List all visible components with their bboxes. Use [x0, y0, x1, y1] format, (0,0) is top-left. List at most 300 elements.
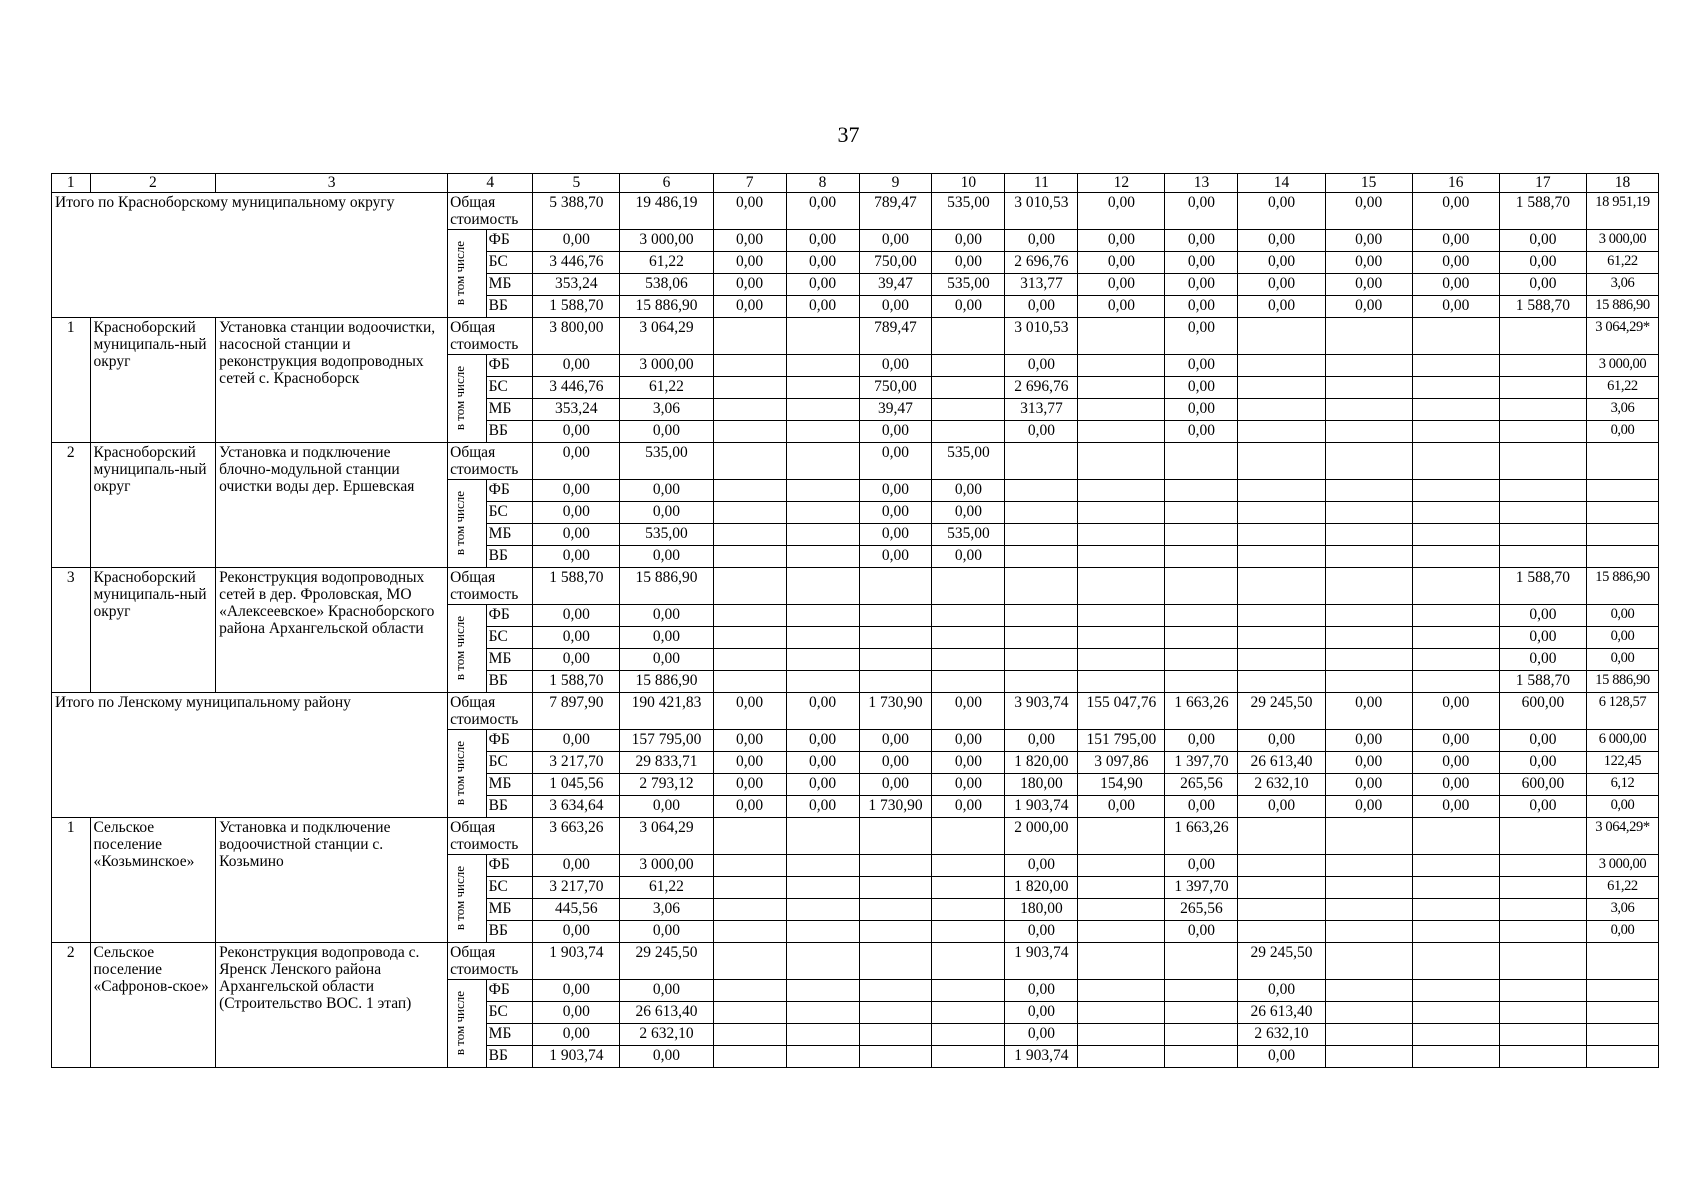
value-cell: 0,00	[533, 627, 620, 649]
value-cell	[1325, 399, 1412, 421]
in-total-text: в том числе	[451, 616, 467, 681]
value-cell: 61,22	[1586, 877, 1658, 899]
value-cell	[1078, 421, 1165, 443]
value-cell	[786, 605, 859, 627]
value-cell: 61,22	[1586, 252, 1658, 274]
value-cell	[786, 568, 859, 605]
value-cell: 0,00	[1412, 252, 1499, 274]
value-cell: 0,00	[1165, 377, 1238, 399]
value-cell	[713, 855, 786, 877]
value-cell: 0,00	[533, 230, 620, 252]
value-cell: 789,47	[859, 318, 932, 355]
value-cell: 600,00	[1499, 693, 1586, 730]
value-cell	[1325, 318, 1412, 355]
value-cell	[713, 546, 786, 568]
value-cell	[932, 1002, 1005, 1024]
value-cell	[1499, 546, 1586, 568]
value-cell: 0,00	[932, 774, 1005, 796]
value-cell: 0,00	[1499, 649, 1586, 671]
value-cell: 15 886,90	[620, 671, 713, 693]
value-cell	[1499, 524, 1586, 546]
value-cell: 0,00	[1165, 274, 1238, 296]
value-cell	[1238, 568, 1325, 605]
value-cell: 1 903,74	[1005, 943, 1078, 980]
value-cell	[932, 568, 1005, 605]
value-cell	[1165, 1024, 1238, 1046]
value-cell	[1412, 627, 1499, 649]
value-cell	[859, 1046, 932, 1068]
value-cell: 0,00	[533, 502, 620, 524]
value-cell: 15 886,90	[620, 296, 713, 318]
value-cell: 0,00	[533, 480, 620, 502]
project-number: 3	[52, 568, 91, 693]
column-header-16: 16	[1412, 174, 1499, 193]
value-cell: 3,06	[620, 399, 713, 421]
value-cell	[1325, 480, 1412, 502]
value-cell	[1005, 524, 1078, 546]
value-cell: 190 421,83	[620, 693, 713, 730]
value-cell	[1412, 355, 1499, 377]
value-cell: 0,00	[1165, 730, 1238, 752]
value-cell	[713, 943, 786, 980]
value-cell: 1 903,74	[1005, 1046, 1078, 1068]
value-cell: 39,47	[859, 399, 932, 421]
project-name: Установка и подключение водоочистной станции с. Козьмино	[216, 818, 448, 943]
value-cell: 1 663,26	[1165, 693, 1238, 730]
value-cell: 0,00	[1005, 921, 1078, 943]
value-cell	[713, 818, 786, 855]
value-cell: 0,00	[859, 502, 932, 524]
value-cell	[786, 421, 859, 443]
funding-source: БС	[486, 377, 533, 399]
value-cell: 265,56	[1165, 774, 1238, 796]
funding-source: ВБ	[486, 1046, 533, 1068]
value-cell	[713, 1024, 786, 1046]
value-cell	[1005, 627, 1078, 649]
value-cell	[932, 399, 1005, 421]
value-cell: 3 800,00	[533, 318, 620, 355]
column-header-9: 9	[859, 174, 932, 193]
column-header-5: 5	[533, 174, 620, 193]
project-name: Установка и подключение блочно-модульной станции очистки воды дер. Ершевская	[216, 443, 448, 568]
funding-source: ВБ	[486, 546, 533, 568]
value-cell: 2 632,10	[1238, 1024, 1325, 1046]
value-cell: 0,00	[713, 774, 786, 796]
value-cell	[1078, 318, 1165, 355]
value-cell	[1078, 524, 1165, 546]
value-cell	[1412, 1024, 1499, 1046]
in-total-text: в том числе	[451, 991, 467, 1056]
value-cell	[1412, 943, 1499, 980]
value-cell	[1325, 818, 1412, 855]
project-number: 2	[52, 943, 91, 1068]
value-cell: 0,00	[1325, 752, 1412, 774]
value-cell: 29 245,50	[620, 943, 713, 980]
value-cell	[1238, 921, 1325, 943]
value-cell: 3 000,00	[620, 855, 713, 877]
value-cell: 1 588,70	[1499, 671, 1586, 693]
total-cost-label: Общая стоимость	[448, 568, 533, 605]
value-cell: 0,00	[1325, 193, 1412, 230]
value-cell	[1238, 355, 1325, 377]
value-cell: 0,00	[620, 605, 713, 627]
value-cell: 3 217,70	[533, 877, 620, 899]
column-header-15: 15	[1325, 174, 1412, 193]
value-cell	[859, 605, 932, 627]
total-cost-label: Общая стоимость	[448, 943, 533, 980]
value-cell: 0,00	[1165, 296, 1238, 318]
value-cell: 3 064,29*	[1586, 318, 1658, 355]
table-header	[52, 174, 1659, 193]
value-cell	[859, 899, 932, 921]
project-organization: Красноборский муниципаль-ный округ	[90, 568, 216, 693]
group-total-label: Итого по Красноборскому муниципальному округу	[52, 193, 448, 318]
value-cell	[1325, 502, 1412, 524]
value-cell	[1586, 1046, 1658, 1068]
funding-source: МБ	[486, 399, 533, 421]
value-cell	[859, 877, 932, 899]
value-cell	[713, 377, 786, 399]
value-cell: 0,00	[932, 546, 1005, 568]
value-cell: 0,00	[1005, 730, 1078, 752]
group-total-label: Итого по Ленскому муниципальному району	[52, 693, 448, 818]
column-header-7: 7	[713, 174, 786, 193]
value-cell: 0,00	[713, 296, 786, 318]
value-cell: 0,00	[1499, 230, 1586, 252]
value-cell	[1412, 568, 1499, 605]
column-header-13: 13	[1165, 174, 1238, 193]
value-cell	[713, 399, 786, 421]
value-cell: 29 245,50	[1238, 943, 1325, 980]
value-cell: 0,00	[533, 921, 620, 943]
value-cell: 1 820,00	[1005, 877, 1078, 899]
value-cell: 0,00	[859, 296, 932, 318]
value-cell	[1078, 921, 1165, 943]
value-cell	[932, 318, 1005, 355]
value-cell: 0,00	[713, 796, 786, 818]
value-cell: 0,00	[1005, 1002, 1078, 1024]
value-cell	[1325, 943, 1412, 980]
value-cell: 0,00	[533, 605, 620, 627]
value-cell: 0,00	[786, 252, 859, 274]
value-cell: 0,00	[1412, 730, 1499, 752]
value-cell: 0,00	[1165, 193, 1238, 230]
value-cell: 2 696,76	[1005, 377, 1078, 399]
value-cell	[1078, 502, 1165, 524]
project-row	[52, 818, 1659, 855]
value-cell: 3 064,29*	[1586, 818, 1658, 855]
funding-source: БС	[486, 627, 533, 649]
value-cell: 0,00	[859, 443, 932, 480]
value-cell: 0,00	[1238, 193, 1325, 230]
value-cell	[786, 627, 859, 649]
value-cell	[1165, 605, 1238, 627]
value-cell	[1325, 443, 1412, 480]
value-cell: 61,22	[620, 377, 713, 399]
project-name: Установка станции водоочистки, насосной станции и реконструкция водопроводных сетей с. Красноборск	[216, 318, 448, 443]
value-cell: 3 000,00	[1586, 230, 1658, 252]
value-cell	[713, 605, 786, 627]
column-header-3: 3	[216, 174, 448, 193]
value-cell: 29 833,71	[620, 752, 713, 774]
value-cell	[713, 671, 786, 693]
value-cell	[713, 921, 786, 943]
value-cell	[1586, 524, 1658, 546]
value-cell: 1 588,70	[533, 296, 620, 318]
value-cell	[1238, 855, 1325, 877]
value-cell	[713, 524, 786, 546]
value-cell: 3 010,53	[1005, 318, 1078, 355]
value-cell	[1499, 980, 1586, 1002]
value-cell	[1165, 546, 1238, 568]
value-cell: 2 000,00	[1005, 818, 1078, 855]
value-cell: 29 245,50	[1238, 693, 1325, 730]
value-cell	[1412, 443, 1499, 480]
column-header-17: 17	[1499, 174, 1586, 193]
value-cell: 0,00	[859, 421, 932, 443]
value-cell	[932, 877, 1005, 899]
value-cell: 0,00	[1499, 627, 1586, 649]
value-cell: 0,00	[1499, 605, 1586, 627]
value-cell: 3 000,00	[620, 355, 713, 377]
value-cell	[1412, 546, 1499, 568]
value-cell	[1325, 855, 1412, 877]
funding-source: ФБ	[486, 855, 533, 877]
in-total-label	[448, 730, 487, 818]
value-cell	[713, 899, 786, 921]
funding-source: ФБ	[486, 730, 533, 752]
value-cell	[932, 627, 1005, 649]
value-cell	[1412, 377, 1499, 399]
value-cell	[1412, 671, 1499, 693]
value-cell: 0,00	[1325, 274, 1412, 296]
value-cell: 0,00	[1165, 921, 1238, 943]
value-cell: 535,00	[932, 193, 1005, 230]
funding-source: ВБ	[486, 671, 533, 693]
funding-source: БС	[486, 877, 533, 899]
value-cell	[1412, 921, 1499, 943]
value-cell: 2 793,12	[620, 774, 713, 796]
value-cell: 0,00	[1412, 693, 1499, 730]
value-cell: 3 097,86	[1078, 752, 1165, 774]
value-cell	[1586, 980, 1658, 1002]
value-cell: 0,00	[1005, 230, 1078, 252]
value-cell: 0,00	[1325, 693, 1412, 730]
value-cell	[1586, 502, 1658, 524]
value-cell	[713, 980, 786, 1002]
value-cell	[1078, 627, 1165, 649]
value-cell	[1325, 899, 1412, 921]
value-cell: 39,47	[859, 274, 932, 296]
value-cell	[1412, 980, 1499, 1002]
value-cell	[786, 377, 859, 399]
in-total-label	[448, 230, 487, 318]
value-cell: 18 951,19	[1586, 193, 1658, 230]
value-cell: 3 634,64	[533, 796, 620, 818]
value-cell	[1412, 899, 1499, 921]
value-cell	[1078, 943, 1165, 980]
project-organization: Красноборский муниципаль-ный округ	[90, 443, 216, 568]
value-cell	[713, 355, 786, 377]
value-cell: 0,00	[1238, 730, 1325, 752]
value-cell: 151 795,00	[1078, 730, 1165, 752]
funding-source: ФБ	[486, 480, 533, 502]
value-cell	[1238, 443, 1325, 480]
value-cell: 0,00	[1499, 752, 1586, 774]
value-cell	[1499, 355, 1586, 377]
value-cell: 0,00	[1325, 296, 1412, 318]
value-cell: 0,00	[1165, 230, 1238, 252]
value-cell: 0,00	[620, 546, 713, 568]
value-cell	[786, 877, 859, 899]
value-cell: 0,00	[1005, 855, 1078, 877]
value-cell: 1 903,74	[533, 1046, 620, 1068]
value-cell: 154,90	[1078, 774, 1165, 796]
value-cell: 0,00	[533, 421, 620, 443]
value-cell: 0,00	[713, 730, 786, 752]
value-cell	[1078, 980, 1165, 1002]
value-cell: 0,00	[713, 193, 786, 230]
in-total-label	[448, 980, 487, 1068]
value-cell	[932, 1046, 1005, 1068]
funding-source: ВБ	[486, 296, 533, 318]
value-cell: 0,00	[533, 546, 620, 568]
value-cell: 3 000,00	[620, 230, 713, 252]
value-cell	[1165, 980, 1238, 1002]
total-cost-label: Общая стоимость	[448, 693, 533, 730]
value-cell: 0,00	[1238, 796, 1325, 818]
value-cell	[1499, 502, 1586, 524]
value-cell: 26 613,40	[1238, 752, 1325, 774]
value-cell	[859, 649, 932, 671]
value-cell: 1 588,70	[1499, 296, 1586, 318]
value-cell	[1238, 502, 1325, 524]
funding-source: ФБ	[486, 605, 533, 627]
value-cell: 535,00	[620, 443, 713, 480]
value-cell: 0,00	[1412, 274, 1499, 296]
value-cell: 0,00	[786, 230, 859, 252]
value-cell: 3 000,00	[1586, 355, 1658, 377]
value-cell: 353,24	[533, 274, 620, 296]
value-cell	[1238, 377, 1325, 399]
header-row	[52, 174, 1659, 193]
value-cell: 0,00	[1165, 855, 1238, 877]
funding-source: МБ	[486, 1024, 533, 1046]
value-cell: 0,00	[1238, 274, 1325, 296]
value-cell	[1238, 899, 1325, 921]
value-cell	[932, 943, 1005, 980]
project-row	[52, 318, 1659, 355]
value-cell: 0,00	[1586, 421, 1658, 443]
funding-source: ФБ	[486, 980, 533, 1002]
value-cell: 0,00	[1499, 796, 1586, 818]
value-cell: 0,00	[1078, 274, 1165, 296]
value-cell	[1586, 546, 1658, 568]
value-cell	[786, 524, 859, 546]
value-cell: 0,00	[1325, 252, 1412, 274]
value-cell	[1078, 899, 1165, 921]
value-cell	[1412, 818, 1499, 855]
project-number: 1	[52, 818, 91, 943]
value-cell	[859, 921, 932, 943]
value-cell	[1078, 355, 1165, 377]
value-cell	[1586, 943, 1658, 980]
total-cost-label: Общая стоимость	[448, 193, 533, 230]
value-cell: 0,00	[1325, 230, 1412, 252]
value-cell: 0,00	[859, 524, 932, 546]
value-cell	[1165, 943, 1238, 980]
value-cell	[1499, 943, 1586, 980]
value-cell	[1238, 399, 1325, 421]
value-cell: 0,00	[533, 443, 620, 480]
value-cell	[713, 877, 786, 899]
value-cell: 0,00	[1165, 252, 1238, 274]
value-cell: 0,00	[1005, 980, 1078, 1002]
value-cell	[786, 1024, 859, 1046]
value-cell: 535,00	[932, 443, 1005, 480]
in-total-label	[448, 480, 487, 568]
value-cell: 180,00	[1005, 774, 1078, 796]
value-cell: 0,00	[932, 252, 1005, 274]
value-cell: 122,45	[1586, 752, 1658, 774]
value-cell: 0,00	[533, 649, 620, 671]
total-cost-label: Общая стоимость	[448, 318, 533, 355]
value-cell: 26 613,40	[620, 1002, 713, 1024]
value-cell: 0,00	[786, 774, 859, 796]
value-cell: 0,00	[786, 296, 859, 318]
value-cell: 3 217,70	[533, 752, 620, 774]
in-total-text: в том числе	[451, 866, 467, 931]
in-total-text: в том числе	[451, 241, 467, 306]
value-cell	[1005, 568, 1078, 605]
value-cell	[786, 855, 859, 877]
value-cell: 0,00	[533, 855, 620, 877]
value-cell: 0,00	[620, 627, 713, 649]
value-cell: 0,00	[1165, 796, 1238, 818]
value-cell	[1412, 318, 1499, 355]
funding-source: МБ	[486, 274, 533, 296]
value-cell	[786, 818, 859, 855]
value-cell: 3 446,76	[533, 252, 620, 274]
funding-source: МБ	[486, 649, 533, 671]
value-cell	[1499, 818, 1586, 855]
value-cell: 61,22	[620, 252, 713, 274]
value-cell: 0,00	[1586, 921, 1658, 943]
value-cell	[1325, 355, 1412, 377]
value-cell: 1 730,90	[859, 693, 932, 730]
value-cell: 3 010,53	[1005, 193, 1078, 230]
value-cell	[1165, 1002, 1238, 1024]
value-cell	[713, 318, 786, 355]
value-cell	[1412, 605, 1499, 627]
value-cell: 1 663,26	[1165, 818, 1238, 855]
value-cell	[1078, 649, 1165, 671]
project-row	[52, 443, 1659, 480]
value-cell: 0,00	[1499, 274, 1586, 296]
value-cell	[1499, 1046, 1586, 1068]
total-cost-label: Общая стоимость	[448, 443, 533, 480]
value-cell	[1412, 502, 1499, 524]
value-cell: 0,00	[713, 274, 786, 296]
project-name: Реконструкция водопровода с. Яренск Ленского района Архангельской области (Строительство ВОС. 1 этап)	[216, 943, 448, 1068]
value-cell: 0,00	[1586, 627, 1658, 649]
value-cell	[1005, 546, 1078, 568]
value-cell: 0,00	[1078, 230, 1165, 252]
value-cell	[932, 649, 1005, 671]
value-cell: 2 632,10	[1238, 774, 1325, 796]
value-cell	[1238, 524, 1325, 546]
value-cell	[1005, 671, 1078, 693]
